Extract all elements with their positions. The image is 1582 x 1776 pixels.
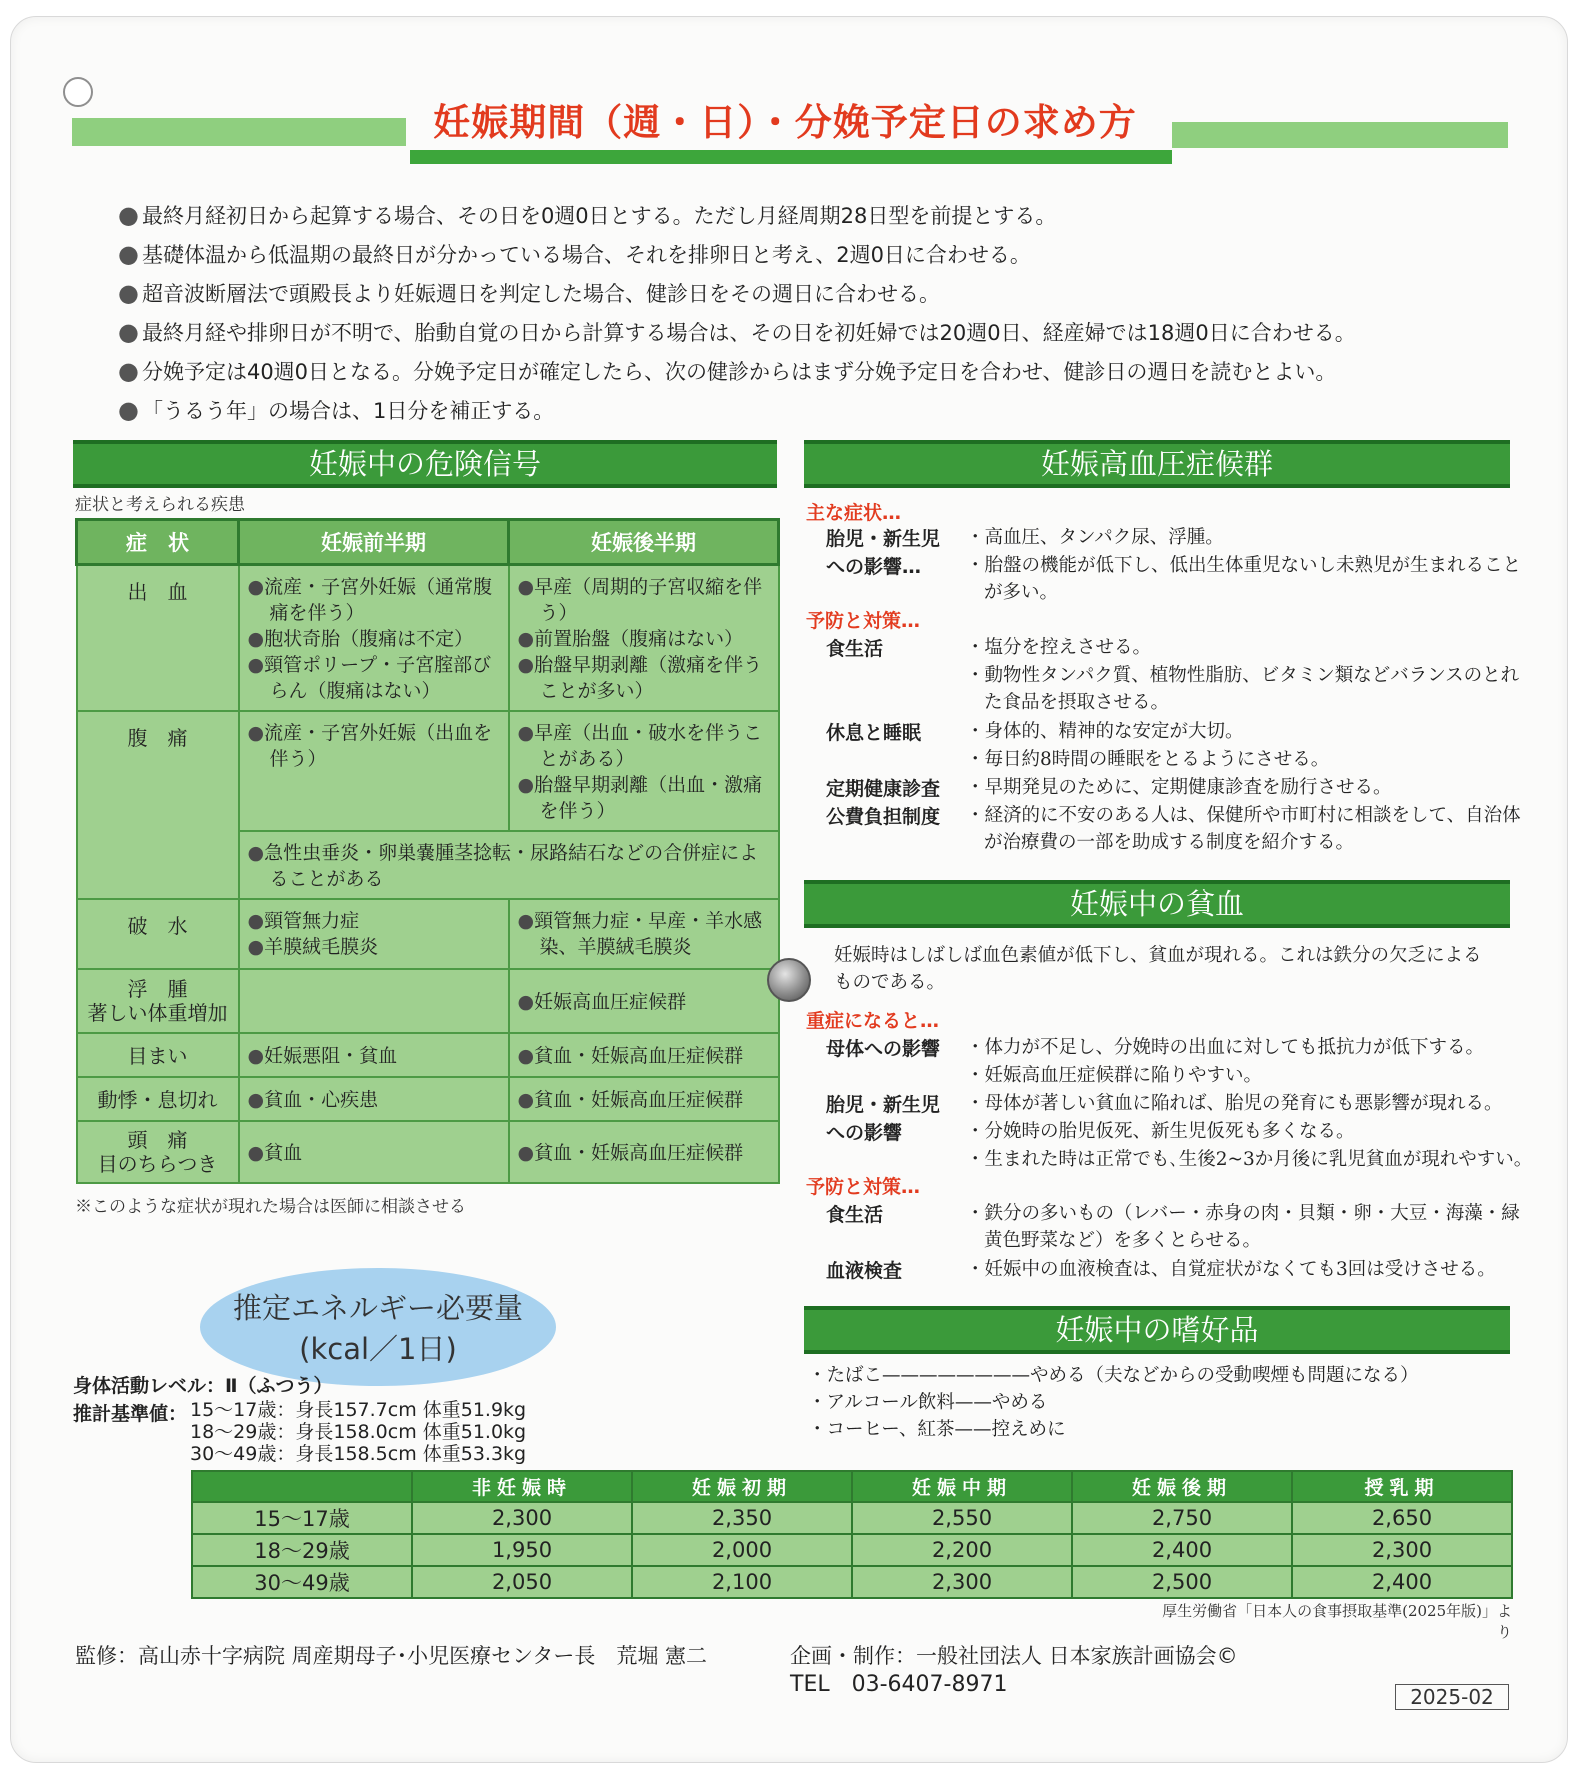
table-row: 腹 痛 ● 流産・子宮外妊娠（出血を伴う） ● 早産（出血・破水を伴うことがある） ● 胎盤早期剥離（出血・激痛を伴う） [77,711,779,831]
danger-caption: 症状と考えられる疾患 [75,495,245,515]
col-non-pregnant: 非妊娠時 [412,1471,632,1502]
table-row: 18～29歳 1,950 2,000 2,200 2,400 2,300 [192,1534,1512,1566]
hypertension-header: 妊娠高血圧症候群 [804,440,1510,488]
title-underline [410,150,1172,164]
title-band-left [72,118,406,146]
symptom-edema: 浮 腫 著しい体重増加 [77,969,239,1033]
supervisor: 監修：高山赤十字病院 周産期母子･小児医療センター長 荒堀 憲二 [75,1644,708,1668]
reference-values: 15～17歳：身長157.7cm 体重51.9kg 18～29歳：身長158.0cm 体重51.0kg 30～49歳：身長158.5cm 体重53.3kg [190,1399,527,1465]
rivet [767,958,811,1002]
col-first-half: 妊娠前半期 [239,520,509,565]
intro-bullets [118,196,1518,430]
edition-date: 2025-02 [1395,1684,1509,1710]
title-band-right [1172,122,1508,148]
hanging-hole [63,77,93,107]
table-row: 出 血 ● 流産・子宮外妊娠（通常腹痛を伴う） ● 胞状奇胎（腹痛は不定） ● 頸管ポリープ・子宮腟部びらん（腹痛はない） ● 早産（周期的子宮収縮を伴う） ● 前置胎盤（腹痛はない） ● 胎盤早期剥離（激痛を伴うことが多い） [77,565,779,712]
activity-level: 身体活動レベル：Ⅱ（ふつう） [73,1375,333,1397]
anemia-intro: 妊娠時はしばしば血色素値が低下し、貧血が現れる。これは鉄分の欠乏によるものである。 [834,945,1482,993]
symptom-headache: 頭 痛 目のちらつき [77,1121,239,1183]
table-row: 15～17歳 2,300 2,350 2,550 2,750 2,650 [192,1502,1512,1534]
table-row: 浮 腫 著しい体重増加 ● 妊娠高血圧症候群 [77,969,779,1033]
hypertension-main-label: 主な症状… [806,502,902,524]
danger-table [75,518,780,1184]
page-title: 妊娠期間（週・日）・分娩予定日の求め方 [433,101,1137,144]
col-middle: 妊娠中期 [852,1471,1072,1502]
anemia-header: 妊娠中の貧血 [804,880,1510,928]
reference-label: 推計基準値： [73,1403,188,1425]
symptom-dizzy: 目まい [77,1033,239,1077]
danger-header: 妊娠中の危険信号 [73,440,777,488]
intro-bullet: ● 基礎体温から低温期の最終日が分かっている場合、それを排卵日と考え、2週0日に合わせる。 [118,240,1031,268]
intro-bullet: ● 最終月経初日から起算する場合、その日を0週0日とする。ただし月経周期28日型を前提とする。 [118,201,1057,229]
table-row: ● 急性虫垂炎・卵巣嚢腫茎捻転・尿路結石などの合併症によることがある [77,831,779,899]
table-row: 目まい ● 妊娠悪阻・貧血 ● 貧血・妊娠高血圧症候群 [77,1033,779,1077]
intro-bullet: ● 「うるう年」の場合は、1日分を補正する。 [118,396,555,424]
table-row: 動悸・息切れ ● 貧血・心疾患 ● 貧血・妊娠高血圧症候群 [77,1077,779,1121]
col-early: 妊娠初期 [632,1471,852,1502]
hypertension-prevention-label: 予防と対策… [806,610,921,632]
col-late: 妊娠後期 [1072,1471,1292,1502]
col-lactation: 授乳期 [1292,1471,1512,1502]
preferences-list [808,1362,1508,1443]
col-second-half: 妊娠後半期 [509,520,779,565]
symptom-rupture: 破 水 [77,899,239,969]
table-row: 頭 痛 目のちらつき ● 貧血 ● 貧血・妊娠高血圧症候群 [77,1121,779,1183]
symptom-palpitation: 動悸・息切れ [77,1077,239,1121]
intro-bullet: ● 最終月経や排卵日が不明で、胎動自覚の日から計算する場合は、その日を初妊婦では20週0日、経産婦では18週0日に合わせる。 [118,318,1356,346]
list-item: ・コーヒー、紅茶——控えめに [808,1419,1066,1440]
energy-table [191,1470,1513,1599]
intro-bullet: ● 超音波断層法で頭殿長より妊娠週日を判定した場合、健診日をその週日に合わせる。 [118,279,940,307]
col-symptom: 症 状 [77,520,239,565]
preferences-header: 妊娠中の嗜好品 [804,1306,1510,1354]
danger-note: ※このような症状が現れた場合は医師に相談させる [75,1197,466,1217]
tel: TEL 03-6407-8971 [790,1672,1008,1697]
table-row: 破 水 ● 頸管無力症 ● 羊膜絨毛膜炎 ● 頸管無力症・早産・羊水感染、羊膜絨毛膜炎 [77,899,779,969]
table-row: 30～49歳 2,050 2,100 2,300 2,500 2,400 [192,1566,1512,1598]
producer: 企画・制作：一般社団法人 日本家族計画協会© [790,1644,1238,1668]
list-item: ・アルコール飲料——やめる [808,1392,1048,1413]
list-item: ・たばこ————————やめる（夫などからの受動喫煙も問題になる） [808,1365,1419,1386]
symptom-pain: 腹 痛 [77,711,239,899]
energy-title-badge: 推定エネルギー必要量 (kcal／1日) [200,1268,556,1386]
symptom-bleeding: 出 血 [77,565,239,712]
energy-source: 厚生労働省「日本人の食事摂取基準(2025年版)」より [1162,1602,1512,1641]
intro-bullet: ● 分娩予定は40週0日となる。分娩予定日が確定したら、次の健診からはまず分娩予定日を合わせ、健診日の週日を読むとよい。 [118,357,1337,385]
